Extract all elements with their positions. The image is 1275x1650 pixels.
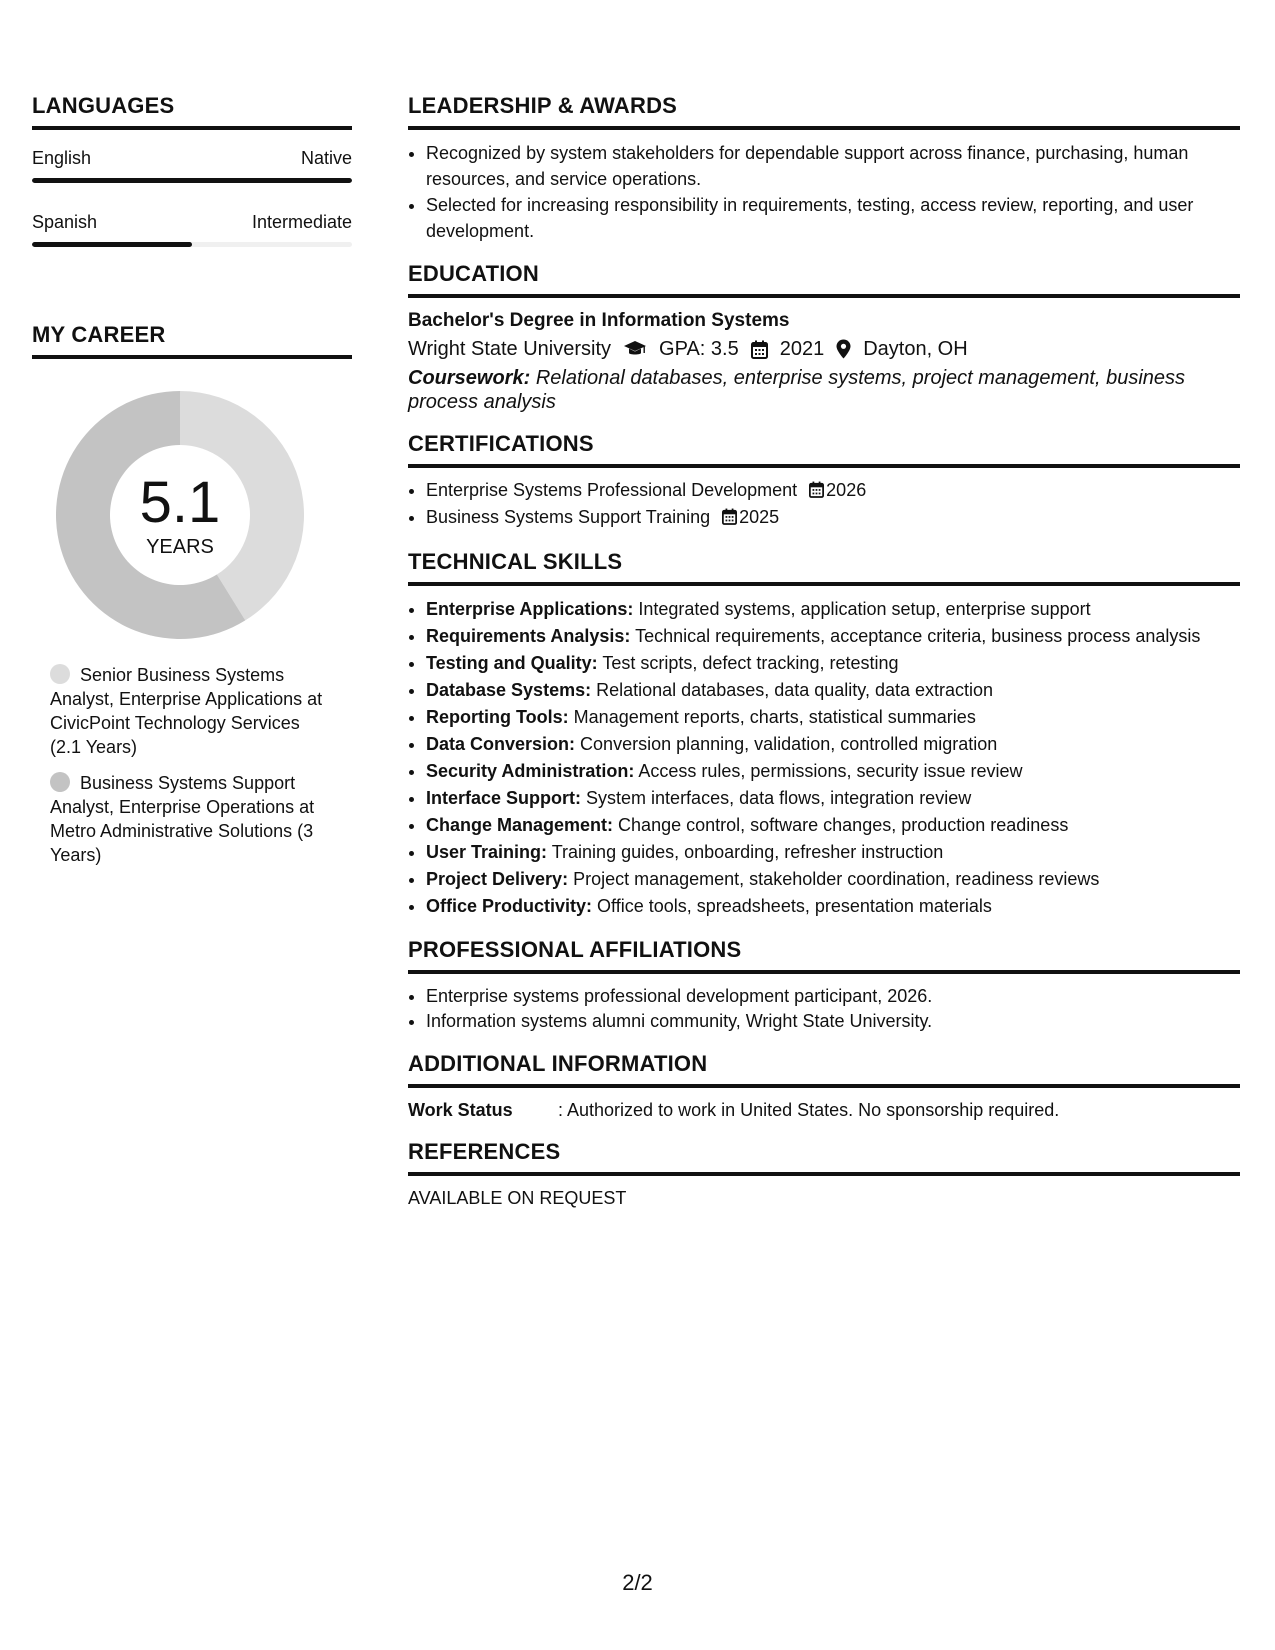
career-total-years: 5.1 [139, 470, 221, 535]
skill-text: Access rules, permissions, security issue review [638, 761, 1023, 781]
skill-text: Conversion planning, validation, controlled migration [580, 734, 998, 754]
career-donut-chart [56, 391, 304, 639]
skills-section [408, 548, 1240, 920]
skill-item [426, 839, 1240, 866]
skill-label: User Training: [426, 842, 548, 862]
coursework [408, 366, 1240, 414]
skill-item [426, 623, 1240, 650]
list-item: • Information systems alumni community, Wright State University. [426, 1009, 1240, 1034]
skill-label: Office Productivity: [426, 896, 593, 916]
references-section [408, 1138, 1240, 1210]
page-number: 2/2 [622, 1570, 653, 1595]
skill-label: Security Administration: [426, 761, 635, 781]
school-name: Wright State University [408, 338, 612, 360]
languages-section [32, 92, 352, 247]
career-legend-item [50, 663, 330, 759]
career-legend-item [50, 771, 330, 867]
additional-section [408, 1050, 1240, 1122]
education-heading: EDUCATION [408, 260, 1240, 298]
language-level: Native [300, 148, 352, 168]
graduation-year: 2021 [779, 338, 825, 360]
skill-item [426, 866, 1240, 893]
work-status-label: Work Status [408, 1100, 513, 1120]
list-item: • Recognized by system stakeholders for dependable support across finance, purchasing, human resources, and service operations. [426, 140, 1240, 192]
graduation-cap-icon [623, 340, 647, 358]
education-location: Dayton, OH [863, 338, 968, 360]
skill-item [426, 704, 1240, 731]
language-proficiency-bar [32, 178, 352, 183]
skill-label: Interface Support: [426, 788, 582, 808]
skill-text: Training guides, onboarding, refresher instruction [551, 842, 944, 862]
degree-title: Bachelor's Degree in Information Systems [408, 310, 790, 331]
work-status-row [408, 1098, 1240, 1122]
coursework-text: Relational databases, enterprise systems, project management, business process analysis [408, 367, 1186, 413]
certification-name: Business Systems Support Training [426, 507, 711, 527]
affiliations-heading: PROFESSIONAL AFFILIATIONS [408, 936, 1240, 974]
skill-label: Database Systems: [426, 680, 592, 700]
affiliations-list [408, 984, 1240, 1034]
skill-item [426, 731, 1240, 758]
certifications-section [408, 430, 1240, 532]
skill-text: Relational databases, data quality, data extraction [596, 680, 994, 700]
skill-label: Enterprise Applications: [426, 599, 634, 619]
certification-name: Enterprise Systems Professional Development [426, 480, 798, 500]
calendar-icon [722, 507, 737, 532]
language-proficiency-fill [32, 178, 352, 183]
skill-item [426, 758, 1240, 785]
leadership-section [408, 92, 1240, 244]
language-item [32, 147, 352, 183]
skill-text: Change control, software changes, production readiness [618, 815, 1069, 835]
sidebar [32, 92, 352, 879]
skills-heading: TECHNICAL SKILLS [408, 548, 1240, 586]
coursework-label: Coursework: [408, 367, 531, 389]
calendar-icon [751, 340, 768, 359]
career-total-unit: YEARS [146, 536, 214, 558]
education-meta [408, 334, 1240, 364]
career-role-label: Senior Business Systems Analyst, Enterprise Applications at CivicPoint Technology Services (2.1 Years) [50, 665, 323, 757]
skill-item [426, 596, 1240, 623]
skill-item [426, 893, 1240, 920]
certification-year: 2025 [739, 507, 780, 527]
references-heading: REFERENCES [408, 1138, 1240, 1176]
skill-text: Test scripts, defect tracking, retesting [602, 653, 899, 673]
legend-dot-icon [50, 664, 70, 684]
language-proficiency-bar [32, 242, 352, 247]
certifications-heading: CERTIFICATIONS [408, 430, 1240, 468]
list-item [426, 505, 1240, 532]
donut-center [56, 391, 304, 639]
certification-year: 2026 [826, 480, 867, 500]
skill-item [426, 650, 1240, 677]
career-role-label: Business Systems Support Analyst, Enterprise Operations at Metro Administrative Solutions (3 Years) [50, 773, 315, 865]
list-item [426, 478, 1240, 505]
language-item [32, 211, 352, 247]
language-name: English [32, 148, 92, 168]
legend-dot-icon [50, 772, 70, 792]
languages-heading: LANGUAGES [32, 92, 352, 130]
language-level: Intermediate [251, 212, 352, 232]
main-content [408, 92, 1240, 1226]
skill-label: Change Management: [426, 815, 614, 835]
skill-label: Requirements Analysis: [426, 626, 631, 646]
gpa: GPA: 3.5 [659, 338, 739, 360]
skill-label: Testing and Quality: [426, 653, 598, 673]
skill-text: Project management, stakeholder coordination, readiness reviews [573, 869, 1100, 889]
skill-text: Office tools, spreadsheets, presentation materials [597, 896, 992, 916]
leadership-heading: LEADERSHIP & AWARDS [408, 92, 1240, 130]
language-proficiency-fill [32, 242, 192, 247]
skill-text: Management reports, charts, statistical summaries [573, 707, 976, 727]
skill-item [426, 812, 1240, 839]
skill-label: Data Conversion: [426, 734, 576, 754]
skills-list [408, 596, 1240, 920]
references-text: AVAILABLE ON REQUEST [408, 1188, 627, 1208]
skill-text: Technical requirements, acceptance criteria, business process analysis [635, 626, 1201, 646]
affiliations-section [408, 936, 1240, 1034]
leadership-list [408, 140, 1240, 244]
list-item: • Enterprise systems professional development participant, 2026. [426, 984, 1240, 1009]
calendar-icon [809, 480, 824, 505]
career-legend [50, 663, 330, 867]
education-section [408, 260, 1240, 414]
skill-text: System interfaces, data flows, integration review [586, 788, 972, 808]
additional-heading: ADDITIONAL INFORMATION [408, 1050, 1240, 1088]
career-heading: MY CAREER [32, 321, 352, 359]
list-item: • Selected for increasing responsibility in requirements, testing, access review, reporting, and user development. [426, 192, 1240, 244]
skill-label: Reporting Tools: [426, 707, 569, 727]
career-section [32, 321, 352, 867]
skill-text: Integrated systems, application setup, enterprise support [638, 599, 1091, 619]
work-status-value: : Authorized to work in United States. No sponsorship required. [558, 1100, 1060, 1120]
skill-label: Project Delivery: [426, 869, 569, 889]
skill-item [426, 785, 1240, 812]
map-pin-icon [836, 339, 851, 359]
language-name: Spanish [32, 212, 98, 232]
skill-item [426, 677, 1240, 704]
certifications-list [408, 478, 1240, 532]
